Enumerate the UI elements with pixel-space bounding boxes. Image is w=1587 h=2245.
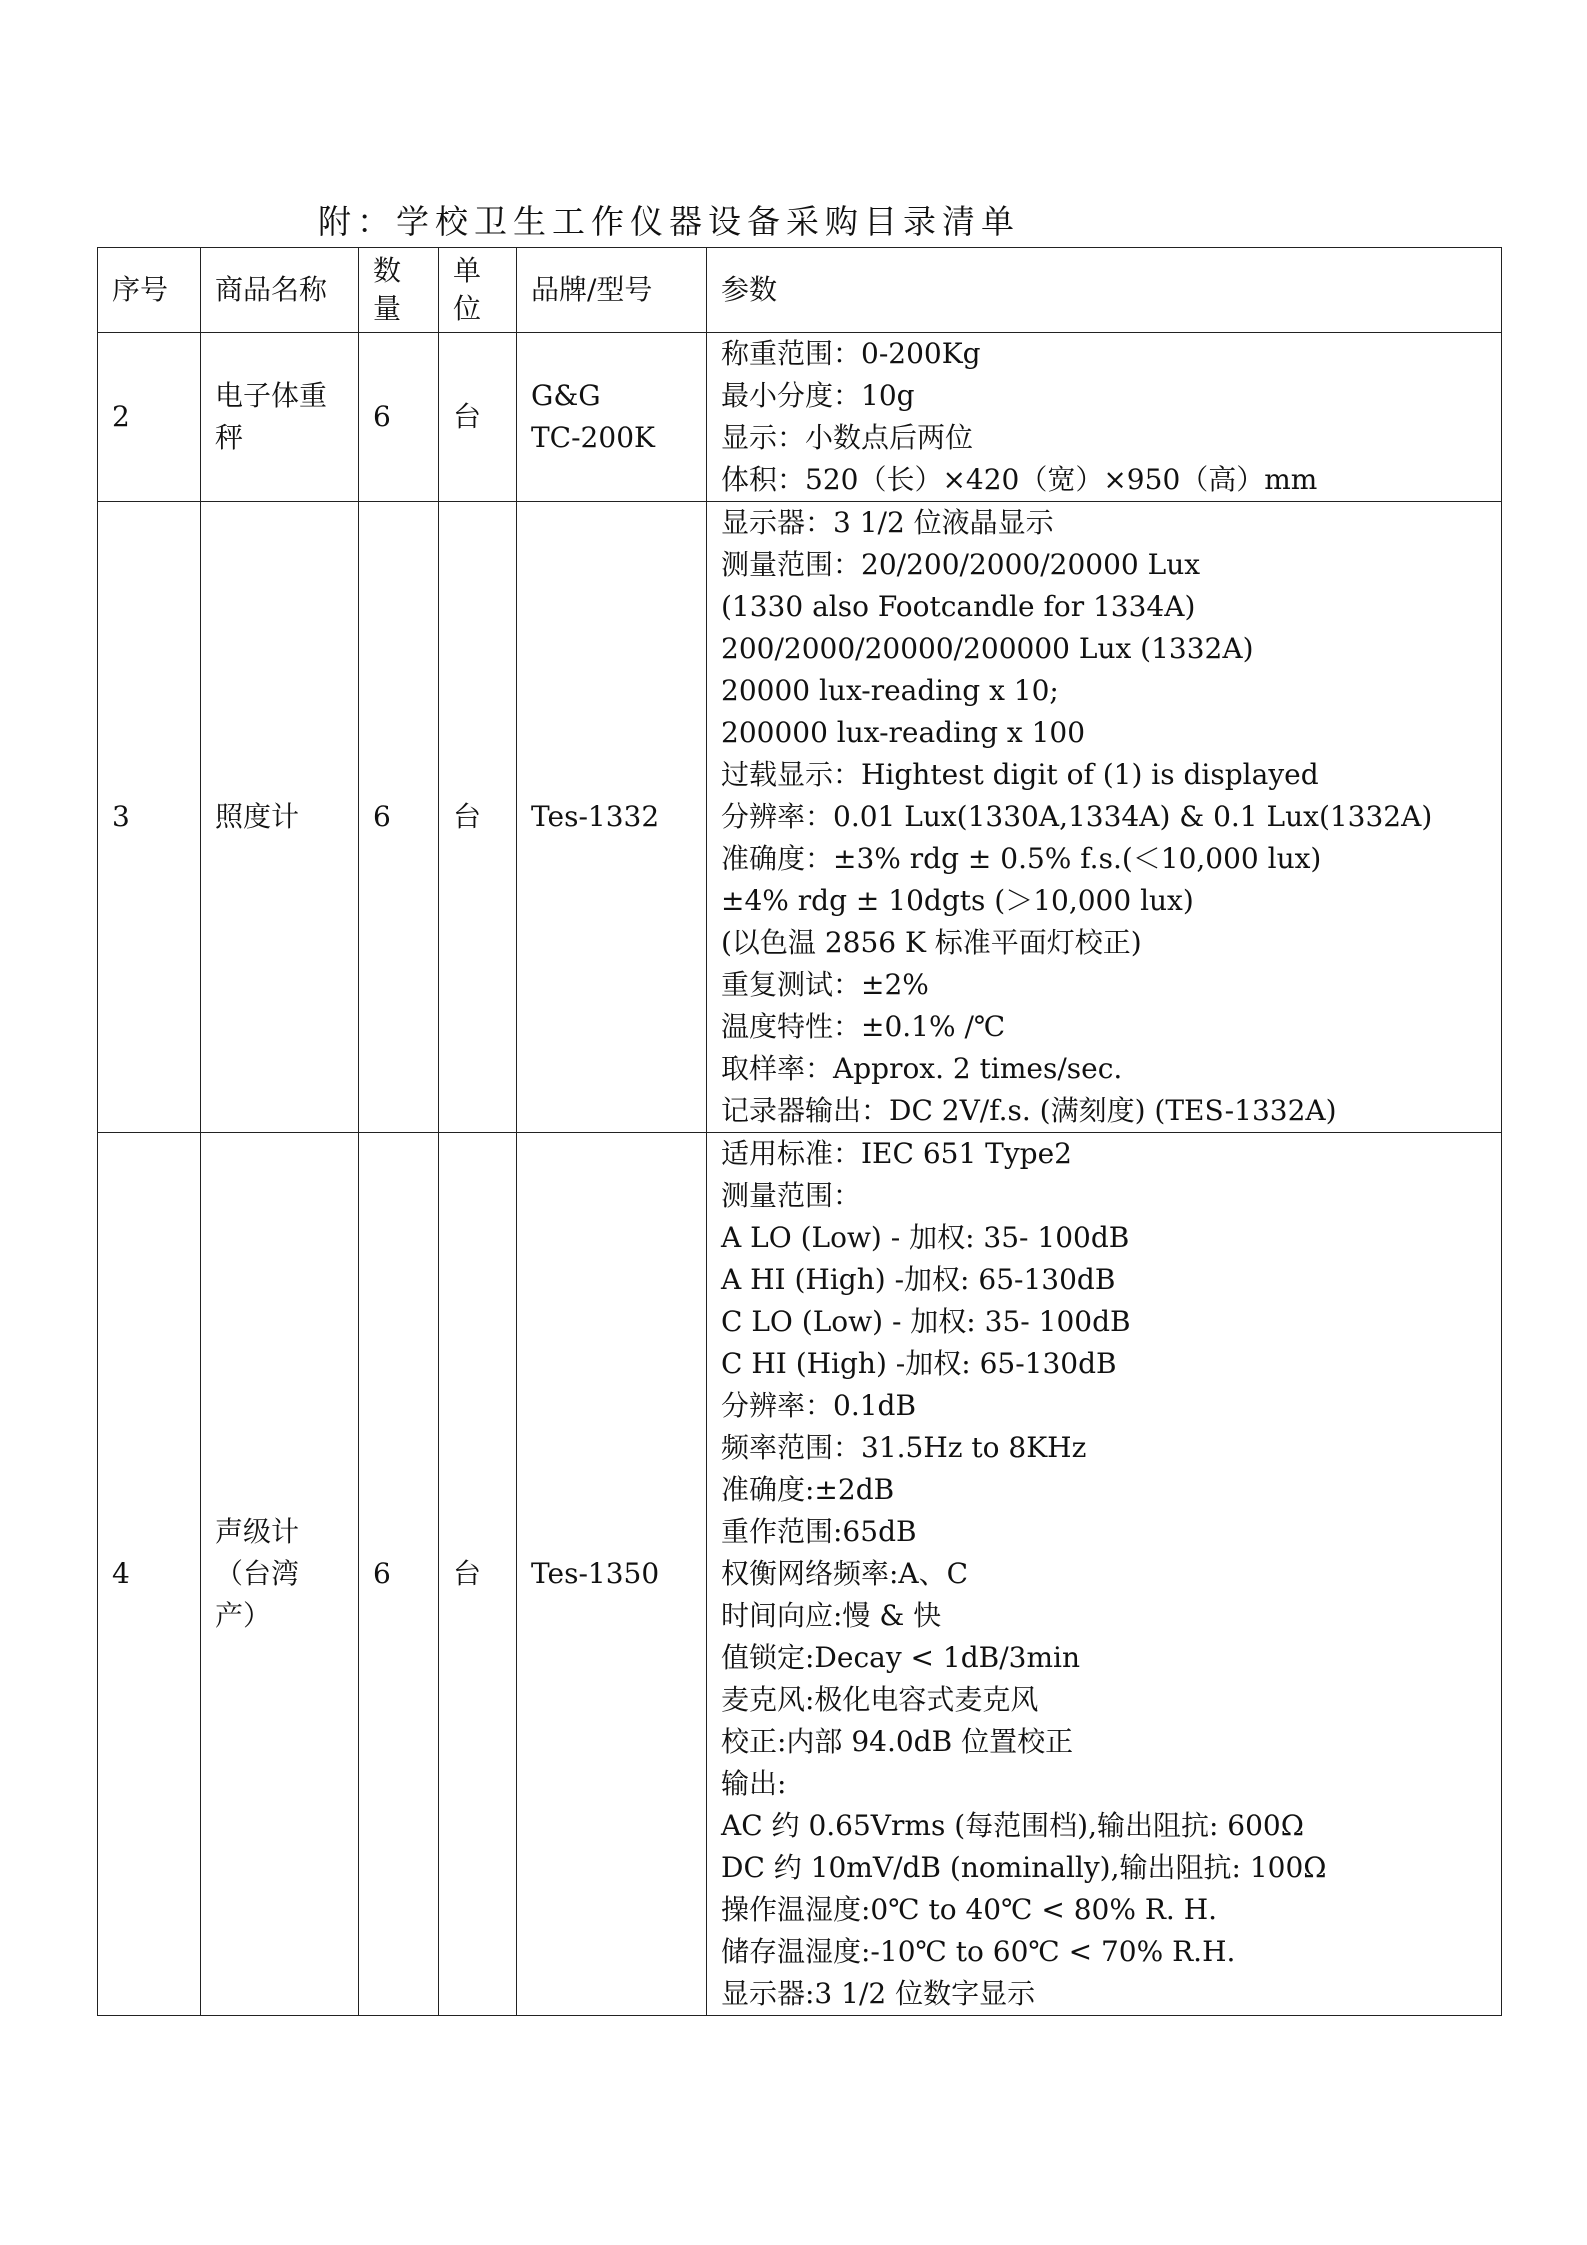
- header-qty-line: 量: [373, 292, 402, 325]
- name-line: 产）: [215, 1599, 272, 1632]
- param-line: 重复测试：±2%: [721, 968, 929, 1001]
- param-line: 校正:内部 94.0dB 位置校正: [721, 1725, 1074, 1758]
- name-line: 秤: [215, 421, 244, 454]
- param-line: C HI (High) -加权: 65-130dB: [721, 1347, 1117, 1380]
- header-qty-line: 数: [373, 254, 402, 287]
- param-line: 温度特性：±0.1% /℃: [721, 1010, 1006, 1043]
- param-line: 测量范围：: [721, 1179, 862, 1212]
- param-line: 分辨率：0.01 Lux(1330A,1334A) & 0.1 Lux(1332A): [721, 800, 1433, 833]
- param-line: 操作温湿度:0℃ to 40℃ < 80% R. H.: [721, 1893, 1218, 1926]
- param-line: 显示器:3 1/2 位数字显示: [721, 1977, 1036, 2010]
- param-line: (1330 also Footcandle for 1334A): [721, 590, 1196, 623]
- cell-qty: 6: [359, 333, 439, 502]
- cell-name: [201, 333, 359, 502]
- cell-unit: 台: [439, 333, 517, 502]
- param-line: A LO (Low) - 加权: 35- 100dB: [721, 1221, 1130, 1254]
- name-line: 声级计: [215, 1515, 300, 1548]
- cell-name: [201, 502, 359, 1133]
- table-row: [98, 333, 1502, 502]
- param-line: 200/2000/20000/200000 Lux (1332A): [721, 632, 1254, 665]
- param-line: A HI (High) -加权: 65-130dB: [721, 1263, 1116, 1296]
- param-line: 输出:: [721, 1767, 787, 1800]
- param-line: 时间向应:慢 & 快: [721, 1599, 942, 1632]
- param-line: 权衡网络频率:A、C: [721, 1557, 969, 1590]
- header-qty: [359, 248, 439, 333]
- header-unit: [439, 248, 517, 333]
- param-line: 称重范围：0-200Kg: [721, 337, 981, 370]
- procurement-table: [97, 247, 1502, 2016]
- param-line: 分辨率：0.1dB: [721, 1389, 917, 1422]
- param-line: 麦克风:极化电容式麦克风: [721, 1683, 1039, 1716]
- param-line: 最小分度：10g: [721, 379, 915, 412]
- param-line: 准确度：±3% rdg ± 0.5% f.s.(＜10,000 lux): [721, 842, 1322, 875]
- param-line: 值锁定:Decay < 1dB/3min: [721, 1641, 1081, 1674]
- param-line: 准确度:±2dB: [721, 1473, 895, 1506]
- param-line: (以色温 2856 K 标准平面灯校正): [721, 926, 1142, 959]
- header-unit-line: 单: [453, 254, 482, 287]
- cell-params: [707, 333, 1502, 502]
- header-params: 参数: [707, 248, 1502, 333]
- param-line: 频率范围：31.5Hz to 8KHz: [721, 1431, 1087, 1464]
- cell-no: 3: [98, 502, 201, 1133]
- param-line: AC 约 0.65Vrms (每范围档),输出阻抗: 600Ω: [721, 1809, 1304, 1842]
- param-line: 重作范围:65dB: [721, 1515, 917, 1548]
- name-line: 照度计: [215, 800, 300, 833]
- cell-params: [707, 1133, 1502, 2016]
- cell-brand: [517, 333, 707, 502]
- header-no: 序号: [98, 248, 201, 333]
- cell-no: 2: [98, 333, 201, 502]
- param-line: 测量范围：20/200/2000/20000 Lux: [721, 548, 1201, 581]
- document-title: 附：学校卫生工作仪器设备采购目录清单: [318, 202, 1020, 241]
- brand-line: TC-200K: [531, 421, 655, 454]
- brand-line: Tes-1350: [531, 1557, 660, 1590]
- param-line: 显示：小数点后两位: [721, 421, 974, 454]
- cell-params: [707, 502, 1502, 1133]
- cell-name: [201, 1133, 359, 2016]
- table-row: [98, 502, 1502, 1133]
- cell-qty: 6: [359, 502, 439, 1133]
- param-line: 过载显示：Hightest digit of (1) is displayed: [721, 758, 1319, 791]
- cell-brand: [517, 1133, 707, 2016]
- cell-no: 4: [98, 1133, 201, 2016]
- header-brand: 品牌/型号: [517, 248, 707, 333]
- param-line: 记录器输出：DC 2V/f.s. (满刻度) (TES-1332A): [721, 1094, 1337, 1127]
- cell-qty: 6: [359, 1133, 439, 2016]
- param-line: DC 约 10mV/dB (nominally),输出阻抗: 100Ω: [721, 1851, 1327, 1884]
- param-line: ±4% rdg ± 10dgts (＞10,000 lux): [721, 884, 1194, 917]
- cell-unit: 台: [439, 1133, 517, 2016]
- table-row: [98, 1133, 1502, 2016]
- name-line: （台湾: [215, 1557, 300, 1590]
- table-header-row: [98, 248, 1502, 333]
- brand-line: Tes-1332: [531, 800, 660, 833]
- header-unit-line: 位: [453, 292, 482, 325]
- param-line: 显示器：3 1/2 位液晶显示: [721, 506, 1054, 539]
- cell-brand: [517, 502, 707, 1133]
- name-line: 电子体重: [215, 379, 328, 412]
- param-line: 体积：520（长）×420（宽）×950（高）mm: [721, 463, 1318, 496]
- param-line: 储存温湿度:-10℃ to 60℃ < 70% R.H.: [721, 1935, 1236, 1968]
- param-line: 取样率：Approx. 2 times/sec.: [721, 1052, 1123, 1085]
- param-line: 200000 lux-reading x 100: [721, 716, 1086, 749]
- param-line: 20000 lux-reading x 10;: [721, 674, 1059, 707]
- header-name: 商品名称: [201, 248, 359, 333]
- param-line: C LO (Low) - 加权: 35- 100dB: [721, 1305, 1131, 1338]
- cell-unit: 台: [439, 502, 517, 1133]
- brand-line: G&G: [531, 379, 601, 412]
- param-line: 适用标准：IEC 651 Type2: [721, 1137, 1072, 1170]
